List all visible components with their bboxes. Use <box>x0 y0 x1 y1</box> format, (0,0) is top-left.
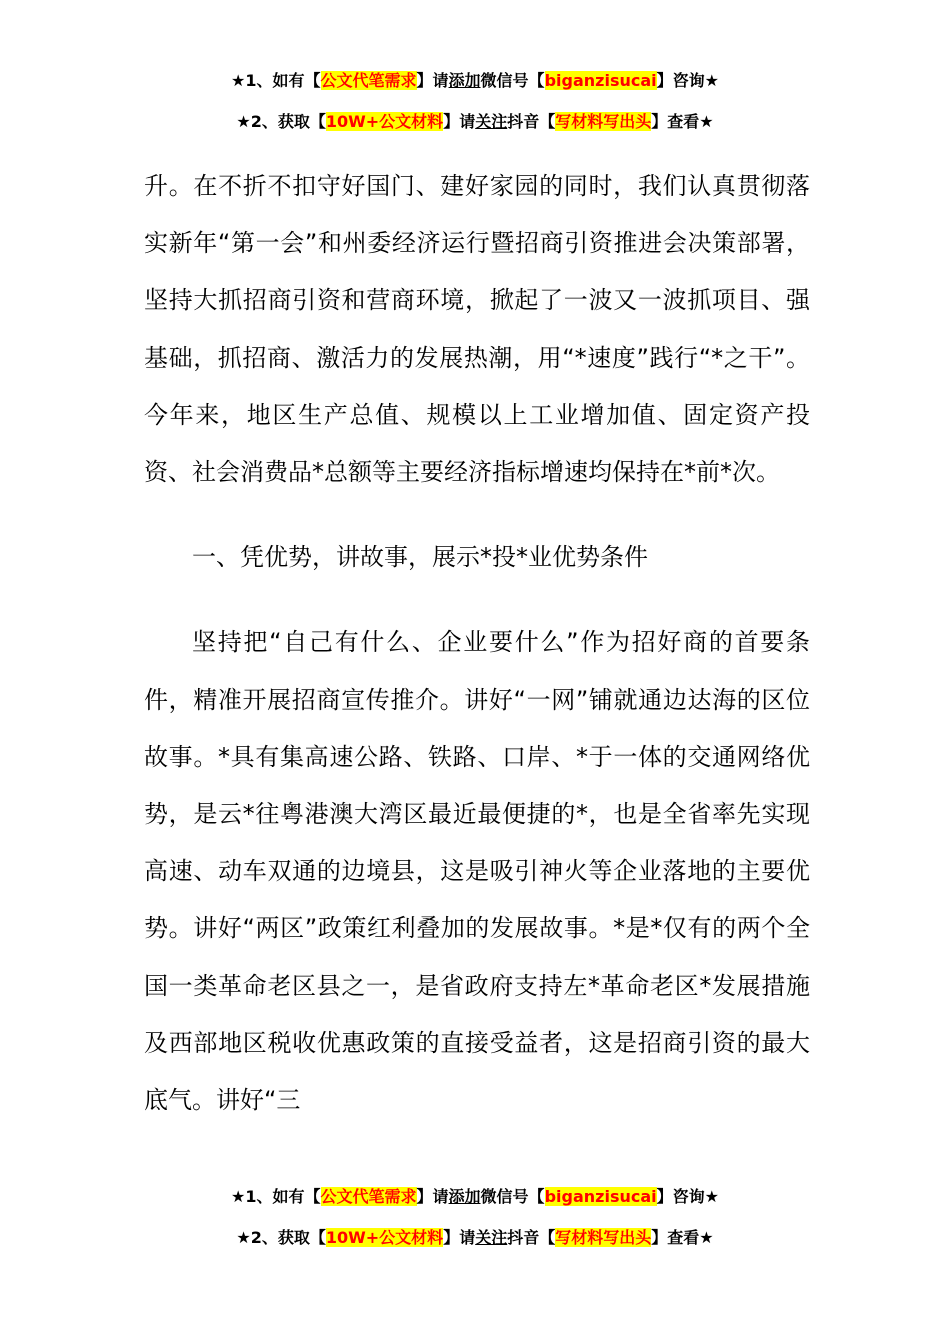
footer-banner-line-2 <box>0 1227 950 1249</box>
banner-text: 抖音【 <box>507 112 556 131</box>
banner-text: 微信号【 <box>480 1187 545 1206</box>
banner-highlight-service: 公文代笔需求 <box>320 71 417 90</box>
section-heading: 一、凭优势，讲故事，展示*投*业优势条件 <box>192 543 648 572</box>
banner-underlined-text: 添加 <box>448 71 481 90</box>
banner-highlight-douyin: 写材料写出头 <box>555 1228 652 1247</box>
banner-text: 】请 <box>416 1187 449 1206</box>
banner-highlight-wechat: biganzisucai <box>544 71 657 90</box>
document-body <box>144 158 810 1129</box>
banner-highlight-service: 公文代笔需求 <box>320 1187 417 1206</box>
header-banner-line-1 <box>0 70 950 92</box>
banner-text: 】请 <box>416 71 449 90</box>
banner-text: 微信号【 <box>480 71 545 90</box>
banner-prefix: ★1、如有【 <box>231 1187 321 1206</box>
footer-banner-line-1 <box>0 1186 950 1208</box>
banner-underlined-text: 添加 <box>448 1187 481 1206</box>
banner-underlined-text: 关注 <box>475 1228 508 1247</box>
header-banner-line-2 <box>0 111 950 133</box>
banner-text: 】请 <box>443 1228 476 1247</box>
banner-prefix: ★1、如有【 <box>231 71 321 90</box>
banner-suffix: 】查看★ <box>651 1228 714 1247</box>
banner-highlight-douyin: 写材料写出头 <box>555 112 652 131</box>
banner-text: 抖音【 <box>507 1228 556 1247</box>
banner-underlined-text: 关注 <box>475 112 508 131</box>
paragraph-continuation: 升。在不折不扣守好国门、建好家园的同时，我们认真贯彻落实新年“第一会”和州委经济运行暨招商引资推进会决策部署，坚持大抓招商引资和营商环境，掀起了一波又一波抓项目、强基础，抓招商、激活力的发展热潮，用“*速度”践行“*之干”。今年来，地区生产总值、规模以上工业增加值、固定资产投资、社会消费品*总额等主要经济指标增速均保持在*前*次。 <box>144 172 810 487</box>
paragraph: 坚持把“自己有什么、企业要什么”作为招好商的首要条件，精准开展招商宣传推介。讲好“一网”铺就通边达海的区位故事。*具有集高速公路、铁路、口岸、*于一体的交通网络优势，是云*往粤港澳大湾区最近最便捷的*，也是全省率先实现高速、动车双通的边境县，这是吸引神火等企业落地的主要优势。讲好“两区”政策红利叠加的发展故事。*是*仅有的两个全国一类革命老区县之一，是省政府支持左*革命老区*发展措施及西部地区税收优惠政策的直接受益者，这是招商引资的最大底气。讲好“三 <box>144 628 810 1115</box>
banner-text: 】请 <box>443 112 476 131</box>
banner-suffix: 】查看★ <box>651 112 714 131</box>
banner-prefix: ★2、获取【 <box>236 1228 326 1247</box>
banner-highlight-wechat: biganzisucai <box>544 1187 657 1206</box>
banner-highlight-materials: 10W+公文材料 <box>325 1228 444 1247</box>
banner-highlight-materials: 10W+公文材料 <box>325 112 444 131</box>
banner-suffix: 】咨询★ <box>656 71 719 90</box>
banner-prefix: ★2、获取【 <box>236 112 326 131</box>
banner-suffix: 】咨询★ <box>656 1187 719 1206</box>
